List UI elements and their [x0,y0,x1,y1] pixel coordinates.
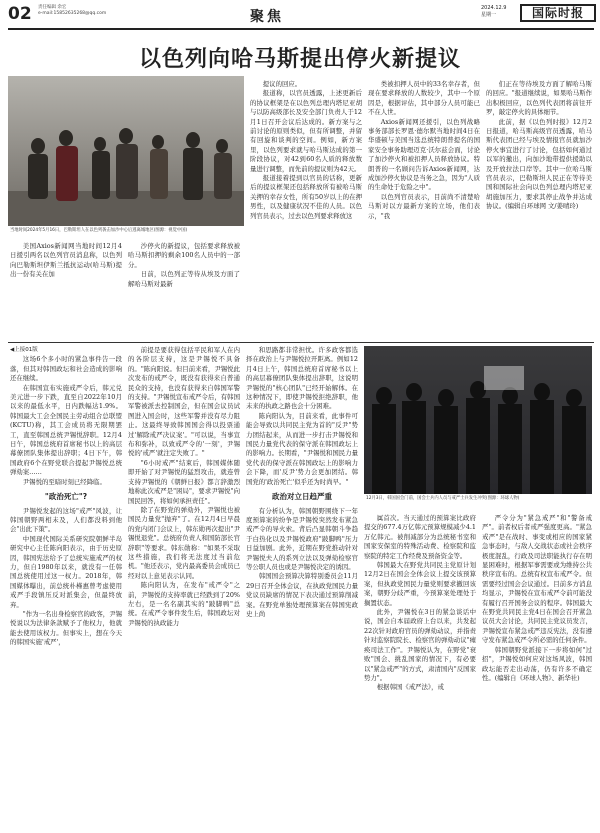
section-title: 聚焦 [250,9,284,25]
top-col-2 [128,242,240,339]
top-col-3 [250,80,362,338]
section-divider [8,342,594,343]
paragraph: 此前，据《以色列时报》12月2日报道，哈马斯高级官员透露，哈马斯代表团已经与埃及情报官员就加沙停火事宜进行了讨论，包括如何通过以军的撤出，向加沙地带提供援助以及开放拉法口岸等。其中一位哈马斯官员表示，巴勒斯坦人民正在等待美国和国际社会向以色列总理内塔尼亚胡施加压力，要求其停止战争并达成协议。(编辑自环球网 文/姜晴玲) [486,117,592,211]
top-col-4 [368,80,480,338]
paragraph: 以色列官员表示，目前尚不清楚哈马斯对以方最新方案的立场，他们表示，"我 [368,192,480,220]
paragraph: 陈向阳认为，在发布"戒严令"之前，尹锡悦的支持率就已经跌到了20%左右，是一名名副其实的"跛脚鸭"总统。在戒严令事件发生后，韩国政坛对尹锡悦的执政能力 [128,581,240,627]
paragraph: 韩国最大在野党共同民主党原计划12月2日在国会全体会议上提交该预算案，但执政党国民力量党则要求撤回该案，朝野分歧严重，今预算案处理处于搁置状态。 [364,561,476,607]
bottom-col-5 [482,514,592,830]
paragraph: Axios新闻网还援引，以色列战略事务部部长罗恩·德尔默当地时间4日在华盛顿与美国当选总统特朗普提名的国家安全事务助理迈克·沃尔兹会面，讨论了加沙停火和被扣押人员释放协议。特朗普的一名顾问告诉Axios新闻网，达成加沙停火协议是当务之急，因为"人质的生命处于危险之中"。 [368,117,480,192]
paragraph: 在韩国宣布实施戒严令后，韩元兑美元进一步下跌，直至自2022年10月以来的最低水平，日内跌幅达1.9%。韩国最大工会全国民主劳动组合总联盟(KCTU)称，其工会成员将无限期罢工，直至韩国总统尹锡悦辞职。12月4日午，韩国总统府首席秘书以上的高层幕僚团队集体提出辞职；4日下午，韩国政府6个在野党联合提起尹锡悦总统弹劾案…… [10,383,122,477]
page-header [0,0,600,30]
bottom-col-2 [128,346,240,830]
paragraph: 沙停火的新提议，包括要求释放被哈马斯扣押的剩余100名人员中的一部分。 [128,242,240,269]
paragraph: 陈向阳认为，目前来看，此事件可能会导致以共同民主党为首的"反尹"势力团结起来，从而进一步打击尹锡悦和国民力量党代表的保守派在韩国政坛上的影响力。长期看，"尹锡悦和国民力量党代表的保守派在韩国政坛上的影响力会下降，而'反尹'势力会更加团结。韩国党的'政治死亡'似乎还为时尚早。" [246,411,358,486]
paragraph: 严令分为"紧急戒严"和"警备戒严"。前者权后者戒严强度更高。"紧急戒严"是在战时、事变或相应的国家紧急事态时，与敌人交战状态或社会秩序极度混乱，行政及司法职能执行存在明显困难时，根据军事需要或为维持公共秩序宣布的。总统有权宣布戒严令。但需要经过国会会议通过。目前多方消息均显示，尹锡悦在宣布戒严令前可能没有履行召开国务会议的程序。韩国最大在野党共同民主党4日在国会召开紧急议员大会讨论，共同民主党议员发言，尹锡悦宣布紧急戒严违反宪法，没有遵守发布紧急戒严令所必需的任何条件。 [482,514,592,645]
bottom-col-3 [246,346,358,830]
paragraph: 和思路都非常担忧。许多政客都选择在政治上与尹锡悦拉开距离。例如12月4日上午，韩国总统府首席秘书以上的高层幕僚团队集体提出辞职，这说明尹锡悦的"核心团队"已经开始解体。在这种情况下，即使尹锡悦拒绝辞职，他未来的执政之路也会十分困难。 [246,346,358,411]
bottom-col-4 [364,514,476,830]
paragraph: 提议的回应。 [262,80,302,88]
subhead-political-death: "政治死亡"? [44,492,88,502]
bottom-col-1 [10,346,122,830]
top-col-1 [10,242,122,339]
photo-korea-assembly-clash-illustration [364,346,592,494]
paragraph: 这场6个多小时的紧急事件告一段落，但其对韩国政坛和社会造成的影响还在继续。 [10,355,122,383]
paragraph: 类被扣押人员中的33名幸存者，但现在要求释放的人数较少，其中一个原因是，根据评估，其中部分人员可能已不在人世。 [368,80,480,117]
paragraph: 美国Axios新闻网当地时间12月4日援引两名以色列官员消息称，以色列向巴勒斯坦伊斯兰抵抗运动(哈马斯)提出一份有关在加 [10,242,122,279]
issue-date [481,5,506,19]
paragraph: 属首次。当天通过的预算案比政府提交的677.4万亿韩元预算规模减少4.1万亿韩元。被削减部分为总统秘书室和国家安保室的特殊活动费、检察院和监察院的特定工作经费及预备资金等。 [364,514,476,560]
photo2-caption: 12月3日，韩国国会门前，国会士兵内人员与戒严士兵发生冲突(图源：环球人物) [366,496,520,501]
paragraph: 韩国国会预算决算特别委员会11月29日召开全体会议，在执政党国民力量党议员缺席的情况下表决通过预算削减案。在野党单独处理预算案在韩国宪政史上尚 [246,572,358,618]
photo-gaza-refugees-illustration [8,76,244,226]
headline: 以色列向哈马斯提出停火新提议 [138,47,461,72]
subhead-political-confrontation: 政治对立日趋严重 [272,492,332,502]
paragraph: 除了在野党的弹劾外，尹锡悦也被国民力量党"抛弃"了。在12月4日早晨的党内闭门会议上，韩东勋再次提出"尹锡悦退党"。总统府负责人和国防部长官辞职"等要求。韩东勋称："如果不采取这些措施，我们将无法度过当前危机。"他还表示，党内最高委员会成员已经对以上意见表示认同。 [128,505,240,580]
photo-gaza-refugees [8,76,244,226]
paragraph: 前提是要获得包括平民和军人在内的各阶层支持，这是尹锡悦不具备的。"陈向阳说。但目前来看，尹锡悦此次发布的戒严令，既没有获得来自普通民众的支持，也没有获得来自韩国军警的支持。"尹锡悦宣布戒严令后，有韩国军警被派去控制国会，但在国会议员试图进入国会时，这些军警并没有尽力阻止。这最终导致韩国国会得以投票通过'解除戒严决议案'。"可以说，当事宣布和弥补，以致戒严令的'一刻'，尹锡悦的'戒严'就注定失败了。" [128,346,240,458]
photo1-caption: 当地时间2024年5月16日，巴勒斯坦人在以色列袭击加沙中心后逃离城地区(图源：视觉中国) [10,228,188,233]
paragraph: 尹锡悦发起的这场"戒严"风波，让韩国朝野两相未及，人们都没料到他会"出此下策"。 [10,506,122,534]
photo-korea-assembly-clash [364,346,592,494]
paragraph: 中国现代国际关系研究院朝鲜半岛研究中心主任陈向阳表示，由于历史原因，韩国宪法给予了总统实施戒严的权力，但自1980年以来，就没有一任韩国总统使用过这一权力。2018年，韩国媒体曝出，前总统朴槿惠曾考虑使用戒严手段镇压反对派集会，但最终放弃。 [10,534,122,609]
paragraph: 报道称，以官员透露，上述更新后的协议框架是在以色列总理内塔尼亚胡与以防高级部长及安全部门负责人于12月1日召开会议后达成的。新方案与之前讨论的原则类似，但有所调整，并留有回旋和谈判的空间。例如，新方案里，以色列要求就与哈马斯达成的第一阶段协议，对42到60名人质的释放数量进行调整，而先前的提议则为42天。 [250,89,362,173]
paragraph: 韩国朝野党派接下一步将如何"过招"，尹锡悦如何应对这场风波，韩国政坛能否走出动荡，仍有许多不确定性。(编辑自《环球人物》、新华社) [482,645,592,682]
page-number: 02 [8,4,32,24]
continued-mark: ◀上接01版 [10,347,38,353]
header-rule [8,28,594,30]
date-text: 2024.12.9 [481,5,507,11]
paragraph: 们正在等待埃及方面了解哈马斯的回应。"报道继续说，如果哈马斯作出积极回应，以色列代表团将前往开罗，敲定停火的具体细节。 [486,80,592,117]
paragraph: 报道接着提到以官员的话称，更新后的提议框架还包括释放所有被哈马斯关押的幸存女性，所有50岁以上的在押男性，以及健康状况不佳的人员。以色列官员表示，过去以色列要求释放这 [250,174,362,220]
paragraph: 尹锡悦的至暗时刻已经降临。 [22,477,106,486]
paragraph: "6小时戒严"结束后，韩国媒体随即开始了对尹锡悦的猛烈攻击，就连曾支持尹锡悦的《朝鲜日报》都言辞激烈地称此次戒严是"困局"，要求尹锡悦"向国民回答，将如何承担责任"。 [128,458,240,505]
editor-email: e-mail:15852635268@qq.com [38,11,107,16]
paragraph: "作为一名出身检察官的政客，尹锡悦说以为法律条款赋予了他权力，他就能去使用该权力。但事实上，想在今天的韩国实施'戒严'， [10,609,122,647]
paragraph: 日前，以色列正等待从埃及方面了解哈马斯对最新 [128,270,240,288]
paragraph: 根据韩国《戒严法》，戒 [376,683,444,692]
weekday-text: 星期一 [481,12,497,18]
top-col-5 [486,80,592,338]
editor-name: 责任编辑 余宏 [38,5,67,10]
editor-info [38,5,106,17]
masthead-logo: 国际时报 [520,4,596,22]
paragraph: 此外，尹锡悦在3日的紧急谈话中说，国会自本届政府上台以来，共发起22次针对政府官员的弹劾动议，并指责针对监察院院长、检察官的弹劾动议"瘫痪司法工作"。尹锡悦认为，在野党"衰败"国会、挑乱国家的情况下，有必要以"紧急戒严"的方式，肃清国内"反国家势力"。 [364,608,476,682]
paragraph: 有分析认为，韩国朝野围绕下一年度预算案的纷争是尹锡悦突然发布紧急戒严令的导火索。背后凸显韩朝斗争趋于白热化以及尹锡悦政府"跛脚鸭"压力日益加剧。此外，近期在野党推动针对尹锡悦夫人的系列立法以及弹劾检察官等公职人员也或是尹锡悦决定的诱因。 [246,506,358,571]
